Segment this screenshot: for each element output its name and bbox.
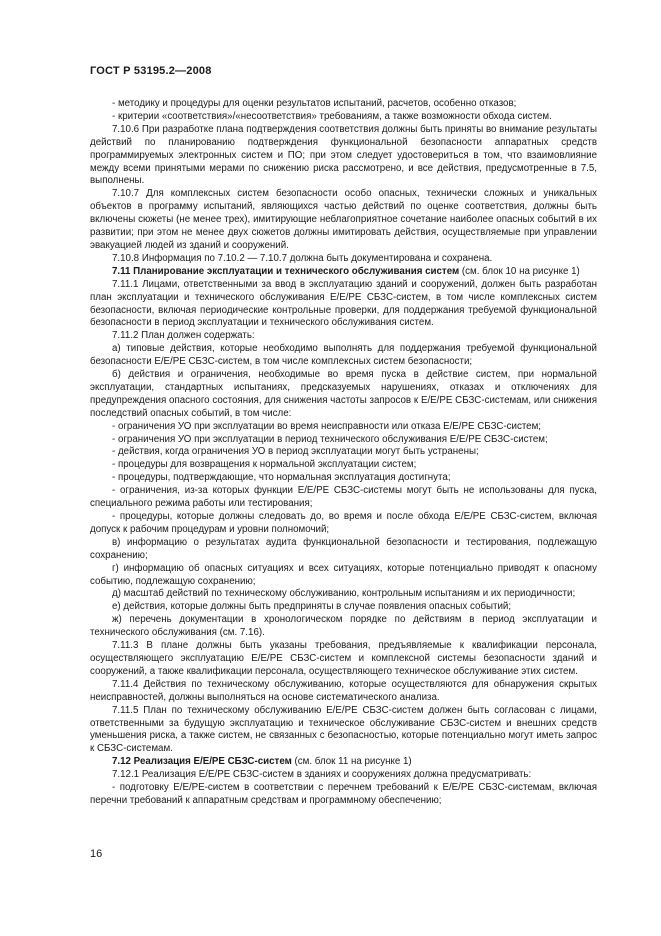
- list-item: - подготовку Е/Е/РЕ-систем в соответствии с перечнем требований к Е/Е/РЕ СБЗС-системам, включая перечни требований к аппаратным средствам и программному обеспечению;: [90, 782, 597, 806]
- list-item: - процедуры для возвращения к нормальной эксплуатации систем;: [112, 459, 417, 471]
- list-item: - ограничения УО при эксплуатации в период технического обслуживания Е/Е/РЕ СБЗС-систем;: [112, 433, 548, 445]
- list-item: е) действия, которые должны быть предприняты в случае появления опасных событий;: [112, 601, 512, 613]
- list-item: а) типовые действия, которые необходимо выполнять для поддержания требуемой функциональной безопасности Е/Е/РЕ СБЗС-систем, в том числе комплексных систем безопасности;: [90, 343, 597, 368]
- list-item: - методику и процедуры для оценки результатов испытаний, расчетов, особенно отказов;: [112, 98, 517, 109]
- list-item: - процедуры, которые должны следовать до, во время и после обхода Е/Е/РЕ СБЗС-систем, включая допуск к рабочим процедурам и уровни полномочий;: [90, 511, 597, 535]
- clause-7-11-1: 7.11.1 Лицами, ответственными за ввод в эксплуатацию зданий и сооружений, должен быть разработан план эксплуатации и технического обслуживания Е/Е/РЕ СБЗС-систем, в том числе комплексных систем безопасности, включая периодические контрольные проверки, для поддержания требуемой функциональной безопасности в период эксплуатации и технического обслуживания систем.: [90, 278, 597, 329]
- clause-7-11-2: 7.11.2 План должен содержать:: [112, 330, 255, 342]
- clause-7-12-1: 7.12.1 Реализация Е/Е/РЕ СБЗС-систем в зданиях и сооружениях должна предусматривать:: [112, 769, 532, 781]
- list-item: - процедуры, подтверждающие, что нормальная эксплуатация достигнута;: [112, 472, 451, 484]
- list-item: 7.11.3 В плане должны быть указаны требования, предъявляемые к квалификации персонала, осуществляющего эксплуатацию Е/Е/РЕ СБЗС-систем и комплексной системы безопасности зданий и сооружений, а также квалификации персонала, осуществляющего техническое обслуживание этих систем.: [90, 640, 597, 677]
- document-body: [90, 98, 597, 808]
- list-item: в) информацию о результатах аудита функциональной безопасности и тестирования, подлежащую сохранению;: [90, 536, 597, 561]
- clause-7-10-8: 7.10.8 Информация по 7.10.2 — 7.10.7 должна быть документирована и сохранена.: [112, 252, 493, 264]
- section-7-12-note: (см. блок 11 на рисунке 1): [291, 756, 412, 768]
- list-item: - ограничения УО при эксплуатации во время неисправности или отказа Е/Е/РЕ СБЗС-систем;: [112, 420, 542, 432]
- clause-7-11-4: 7.11.5 План по техническому обслуживанию Е/Е/РЕ СБЗС-систем должен быть согласован с лицами, ответственными за будущую эксплуатацию и техническое обслуживание СБЗС-систем и внешних средств уменьшения риска, а также систем, не связанных с безопасностью, которые потенциально могут иметь запрос к СБЗС-системам.: [90, 704, 597, 755]
- list-item: - ограничения, из-за которых функции Е/Е/РЕ СБЗС-системы могут быть не использованы для пуска, специального режима работы или тестирования;: [90, 485, 597, 510]
- list-item: д) масштаб действий по техническому обслуживанию, контрольным испытаниям и их периодичности;: [112, 588, 576, 600]
- clause-7-11-3: 7.11.4 Действия по техническому обслуживанию, которые осуществляются для обнаружения скрытых неисправностей, должны выполняться на основе систематического анализа.: [90, 678, 597, 703]
- list-item: - критерии «соответствия»/«несоответствия» требованиям, а также возможности обхода систем.: [112, 110, 552, 122]
- list-item: - действия, когда ограничения УО в период эксплуатации могут быть устранены;: [112, 446, 479, 458]
- section-7-12-title: 7.12 Реализация Е/Е/РЕ СБЗС-систем: [112, 756, 292, 768]
- section-7-12-heading: [90, 756, 597, 769]
- clause-7-10-7: 7.10.7 Для комплексных систем безопасности особо опасных, технически сложных и уникальных объектов в программу испытаний, являющихся частью действий по оценке соответствия, должны быть включены сюжеты (не менее трех), имитирующие неблагоприятное сочетание наиболее опасных событий в их развитии; при этом не менее двух сюжетов должны имитировать действия, осуществляемые при управлении эвакуацией людей из зданий и сооружений.: [90, 188, 597, 251]
- list-item: г) информацию об опасных ситуациях и всех ситуациях, которые потенциально приводят к опасному событию, подлежащую сохранению;: [90, 562, 597, 587]
- section-7-11-heading: [90, 266, 597, 279]
- section-7-11-note: (см. блок 10 на рисунке 1): [459, 265, 580, 277]
- clause-7-10-6: 7.10.6 При разработке плана подтверждения соответствия должны быть приняты во внимание результаты действий по планированию подтверждения функциональной безопасности аппаратных средств программируемых электронных систем и ПО; при этом следует удостовериться в том, что взаимовлияние между всеми принятыми мерами по снижению риска рассмотрено, и все действия, предусмотренные в 7.5, выполнены.: [90, 123, 597, 187]
- page-number: 16: [90, 848, 103, 860]
- document-header: ГОСТ Р 53195.2—2008: [90, 65, 212, 77]
- section-7-11-title: 7.11 Планирование эксплуатации и технического обслуживания систем: [112, 265, 460, 277]
- list-item: ж) перечень документации в хронологическом порядке по действиям в период эксплуатации и технического обслуживания (см. 7.16).: [90, 614, 597, 639]
- list-item: б) действия и ограничения, необходимые во время пуска в действие систем, при нормальной эксплуатации, стандартных испытаниях, предсказуемых нарушениях, отказах и отключениях для предупреждения опасного состояния, для снижения частоты запросов к Е/Е/РЕ СБЗС-системам, или снижения последствий опасных событий, в том числе:: [90, 369, 597, 419]
